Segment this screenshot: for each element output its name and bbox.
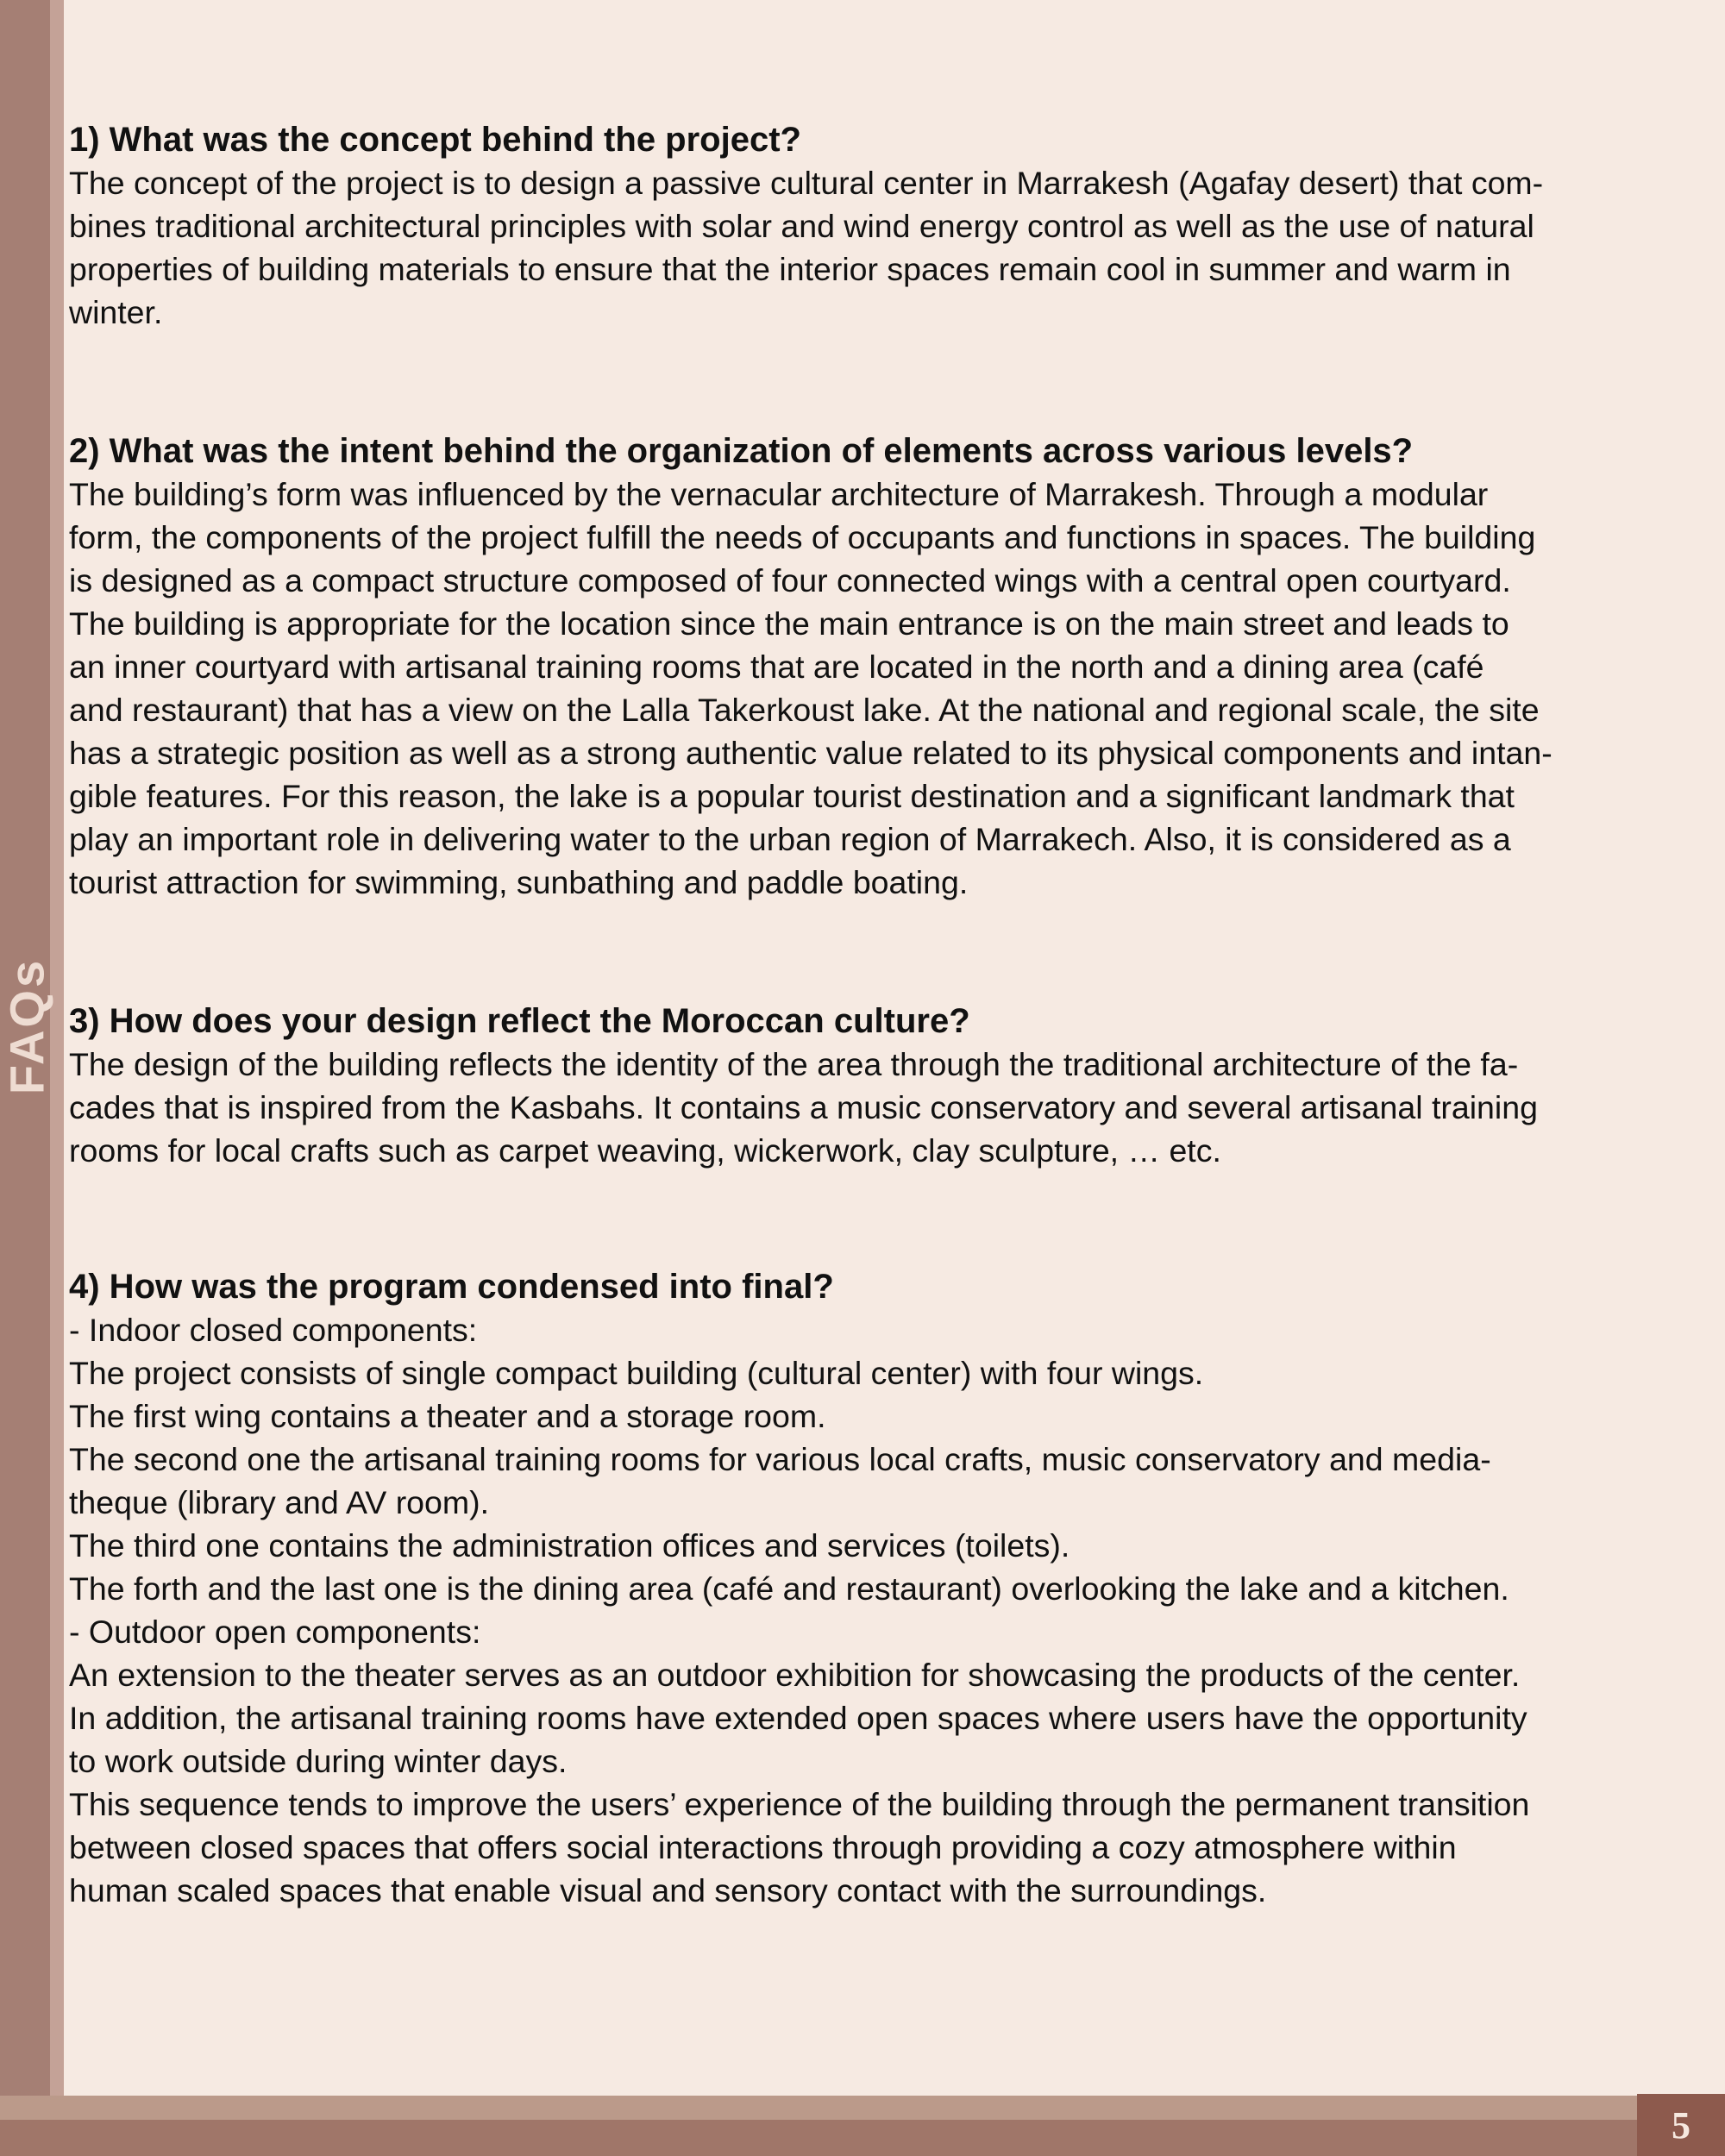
faq-answer-line: is designed as a compact structure composed of four connected wings with a central open courtyard. <box>69 562 1511 599</box>
faq-answer-line: The building is appropriate for the location since the main entrance is on the main street and leads to <box>69 605 1509 642</box>
faq-answer-line: and restaurant) that has a view on the Lalla Takerkoust lake. At the national and regional scale, the site <box>69 692 1540 728</box>
faq-answer-line: properties of building materials to ensure that the interior spaces remain cool in summer and warm in <box>69 251 1511 287</box>
faq-answer-line: bines traditional architectural principles with solar and wind energy control as well as the use of natural <box>69 208 1534 244</box>
faq-item-3 <box>69 1000 1703 1172</box>
faq-answer-line: has a strategic position as well as a strong authentic value related to its physical components and intan- <box>69 735 1552 771</box>
faq-question: 2) What was the intent behind the organization of elements across various levels? <box>69 432 1414 470</box>
faq-answer-line: The concept of the project is to design a passive cultural center in Marrakesh (Agafay desert) that com- <box>69 165 1544 201</box>
faq-item-2 <box>69 429 1703 904</box>
faq-answer-line: between closed spaces that offers social interactions through providing a cozy atmosphere within <box>69 1829 1457 1865</box>
faq-answer-line: - Outdoor open components: <box>69 1614 481 1650</box>
faq-answer-line: human scaled spaces that enable visual and sensory contact with the surroundings. <box>69 1872 1267 1908</box>
faq-answer-line: The first wing contains a theater and a storage room. <box>69 1398 826 1434</box>
faq-answer-line: The third one contains the administration offices and services (toilets). <box>69 1527 1070 1564</box>
page-number: 5 <box>1637 2094 1725 2156</box>
sidebar-section-label: FAQs <box>0 957 54 1095</box>
footer-bar <box>0 2120 1725 2156</box>
faq-question: 4) How was the program condensed into final? <box>69 1268 834 1306</box>
footer-band <box>0 2096 1725 2120</box>
faq-answer-line: The project consists of single compact building (cultural center) with four wings. <box>69 1355 1204 1391</box>
faq-answer-line: gible features. For this reason, the lake is a popular tourist destination and a significant landmark that <box>69 778 1515 814</box>
faq-question: 3) How does your design reflect the Moroccan culture? <box>69 1002 970 1040</box>
faq-answer-line: The forth and the last one is the dining area (café and restaurant) overlooking the lake and a kitchen. <box>69 1570 1509 1607</box>
faq-answer-line: The second one the artisanal training rooms for various local crafts, music conservatory and media- <box>69 1441 1491 1477</box>
faq-answer-line: form, the components of the project fulfill the needs of occupants and functions in spaces. The building <box>69 519 1536 555</box>
faq-answer-line: play an important role in delivering water to the urban region of Marrakech. Also, it is considered as a <box>69 821 1511 857</box>
faq-item-1 <box>69 118 1703 334</box>
faq-answer-line: theque (library and AV room). <box>69 1484 490 1520</box>
faq-item-4 <box>69 1265 1703 1912</box>
faq-answer-line: In addition, the artisanal training rooms have extended open spaces where users have the opportunity <box>69 1700 1527 1736</box>
faq-answer-line: to work outside during winter days. <box>69 1743 568 1779</box>
faq-answer-line: The design of the building reflects the identity of the area through the traditional architecture of the fa- <box>69 1046 1519 1082</box>
faq-content <box>69 118 1703 1912</box>
faq-answer-line: tourist attraction for swimming, sunbathing and paddle boating. <box>69 864 969 900</box>
faq-answer-line: - Indoor closed components: <box>69 1312 478 1348</box>
faq-answer-line: rooms for local crafts such as carpet weaving, wickerwork, clay sculpture, … etc. <box>69 1132 1221 1169</box>
faq-answer-line: an inner courtyard with artisanal training rooms that are located in the north and a dining area (café <box>69 649 1484 685</box>
faq-answer-line: The building’s form was influenced by the vernacular architecture of Marrakesh. Through a modular <box>69 476 1489 512</box>
faq-answer-line: An extension to the theater serves as an outdoor exhibition for showcasing the products of the center. <box>69 1657 1521 1693</box>
faq-answer-line: cades that is inspired from the Kasbahs. It contains a music conservatory and several artisanal training <box>69 1089 1538 1125</box>
faq-answer-line: winter. <box>69 294 163 330</box>
faq-question: 1) What was the concept behind the project? <box>69 121 801 159</box>
faq-answer-line: This sequence tends to improve the users’ experience of the building through the permanent transition <box>69 1786 1530 1822</box>
